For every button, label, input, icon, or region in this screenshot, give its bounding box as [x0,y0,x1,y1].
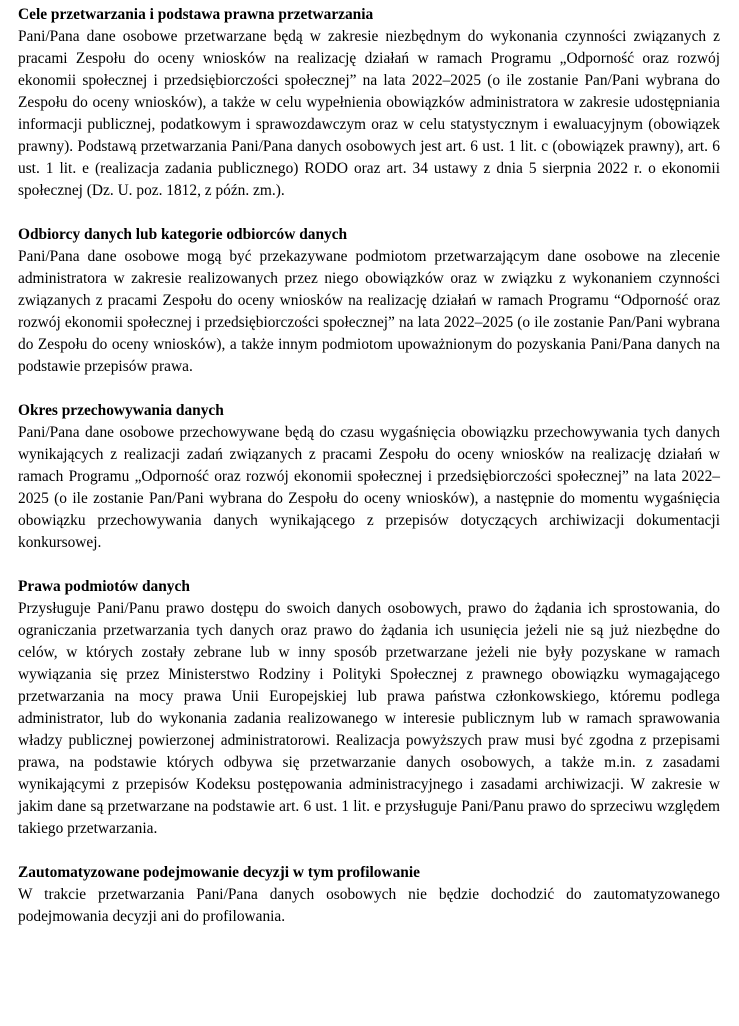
section-heading: Okres przechowywania danych [18,402,224,419]
section-paragraph: Przysługuje Pani/Panu prawo dostępu do swoich danych osobowych, prawo do żądania ich sprostowania, do ograniczania przetwarzania tych danych oraz prawo do żądania ich usunięcia jeżeli nie są już niezbędne do celów, w których zostały zebrane lub w inny sposób przetwarzane jeżeli nie były pozyskane w ramach wywiązania się przez Ministerstwo Rodziny i Polityki Społecznej z prawnego obowiązku wymagającego przetwarzania na mocy prawa Unii Europejskiej lub prawa państwa członkowskiego, któremu podlega administrator, lub do wykonania zadania realizowanego w interesie publicznym lub w ramach sprawowania władzy publicznej powierzonej administratorowi. Realizacja powyższych praw musi być zgodna z przepisami prawa, na podstawie których odbywa się przetwarzanie danych osobowych, a także m.in. z zasadami wynikającymi z przepisów Kodeksu postępowania administracyjnego i zasadami archiwizacji. W zakresie w jakim dane są przetwarzane na podstawie art. 6 ust. 1 lit. e przysługuje Pani/Panu prawo do sprzeciwu względem takiego przetwarzania. [18,600,720,837]
section-paragraph: Pani/Pana dane osobowe przechowywane będą do czasu wygaśnięcia obowiązku przechowywania tych danych wynikających z realizacji zadań związanych z pracami Zespołu do oceny wniosków na realizację działań w ramach Programu „Odporność oraz rozwój ekonomii społecznej i przedsiębiorczości społecznej” na lata 2022–2025 (o ile zostanie Pan/Pani wybrana do Zespołu do oceny wniosków), a następnie do momentu wygaśnięcia obowiązku przechowywania danych wynikającego z przepisów dotyczących archiwizacji dokumentacji konkursowej. [18,424,720,551]
section-data-recipients [18,224,720,378]
section-heading: Cele przetwarzania i podstawa prawna przetwarzania [18,6,374,23]
section-heading: Zautomatyzowane podejmowanie decyzji w tym profilowanie [18,864,420,881]
section-paragraph: W trakcie przetwarzania Pani/Pana danych osobowych nie będzie dochodzić do zautomatyzowanego podejmowania decyzji ani do profilowania. [18,886,720,925]
section-data-subject-rights [18,576,720,840]
section-processing-purposes [18,4,720,202]
section-heading: Prawa podmiotów danych [18,578,190,595]
section-paragraph: Pani/Pana dane osobowe przetwarzane będą w zakresie niezbędnym do wykonania czynności związanych z pracami Zespołu do oceny wniosków na realizację działań w ramach Programu „Odporność oraz rozwój ekonomii społecznej i przedsiębiorczości społecznej” na lata 2022–2025 (o ile zostanie Pan/Pani wybrana do Zespołu do oceny wniosków), a także w celu wypełnienia obowiązków administratora w zakresie udostępniania informacji publicznej, podatkowym i sprawozdawczym oraz w celu statystycznym i ewaluacyjnym (obowiązek prawny). Podstawą przetwarzania Pani/Pana danych osobowych jest art. 6 ust. 1 lit. c (obowiązek prawny), art. 6 ust. 1 lit. e (realizacja zadania publicznego) RODO oraz art. 34 ustawy z dnia 5 sierpnia 2022 r. o ekonomii społecznej (Dz. U. poz. 1812, z późn. zm.). [18,28,720,199]
section-retention-period [18,400,720,554]
section-paragraph: Pani/Pana dane osobowe mogą być przekazywane podmiotom przetwarzającym dane osobowe na zlecenie administratora w zakresie realizowanych przez niego obowiązków oraz w związku z wykonaniem czynności związanych z pracami Zespołu do oceny wniosków na realizację działań w ramach Programu “Odporność oraz rozwój ekonomii społecznej i przedsiębiorczości społecznej” na lata 2022–2025 (o ile zostanie Pan/Pani wybrana do Zespołu do oceny wniosków), a także innym podmiotom upoważnionym do pozyskania Pani/Pana danych na podstawie przepisów prawa. [18,248,720,375]
section-automated-decisions [18,862,720,928]
section-heading: Odbiorcy danych lub kategorie odbiorców danych [18,226,348,243]
